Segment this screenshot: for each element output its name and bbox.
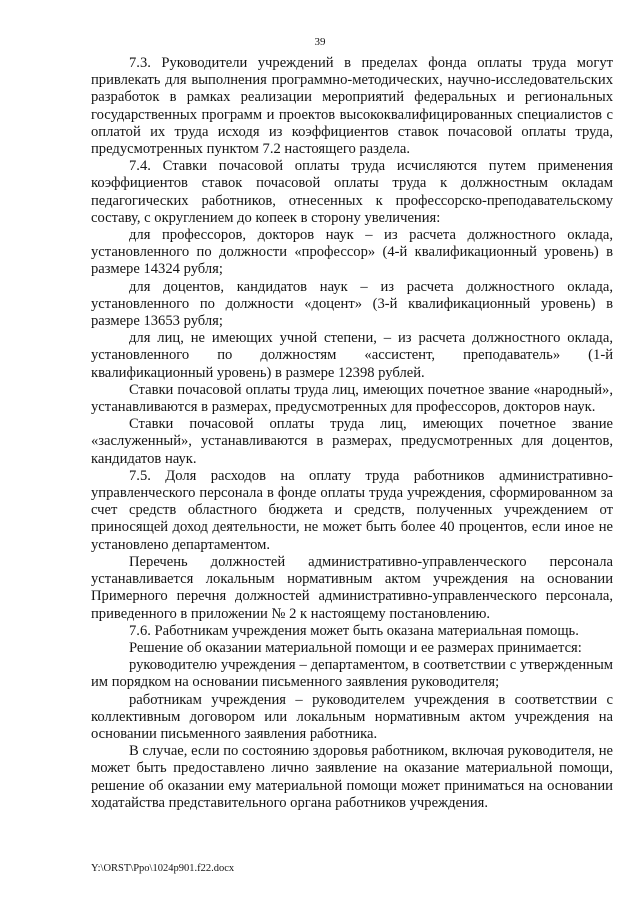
- page-number: 39: [314, 36, 326, 48]
- paragraph-no-degree: для лиц, не имеющих учной степени, – из расчета должностного оклада, установленного по должностям «ассистент, преподаватель» (1-й квалификационный уровень) в размере 12398 рублей.: [91, 330, 613, 381]
- paragraph-7-6: 7.6. Работникам учреждения может быть оказана материальная помощь.: [129, 622, 579, 639]
- paragraph-staff-list: Перечень должностей административно-управленческого персонала устанавливается локальным нормативным актом учреждения на основании Примерного перечня должностей административно-управленческого персонала, приведенного в приложении № 2 к настоящему постановлению.: [91, 553, 613, 622]
- paragraph-head: руководителю учреждения – департаментом, в соответствии с утвержденным им порядком на основании письменного заявления руководителя;: [91, 657, 613, 691]
- paragraph-professors: для профессоров, докторов наук – из расчета должностного оклада, установленного по должности «профессор» (4-й квалификационный уровень) в размере 14324 рубля;: [91, 227, 613, 278]
- paragraph-7-5: 7.5. Доля расходов на оплату труда работников административно-управленческого персонала в фонде оплаты труда учреждения, сформированном за счет средств областного бюджета и средств, полученных учреждением от приносящей доход деятельности, не может быть более 40 процентов, если иное не установлено департаментом.: [91, 467, 613, 553]
- document-body: [91, 55, 613, 812]
- paragraph-narodny: Ставки почасовой оплаты труда лиц, имеющих почетное звание «народный», устанавливаются в размерах, предусмотренных для профессоров, докторов наук.: [91, 381, 613, 416]
- paragraph-docents: для доцентов, кандидатов наук – из расчета должностного оклада, установленного по должности «доцент» (3-й квалификационный уровень) в размере 13653 рубля;: [91, 278, 613, 330]
- footer-file-path: Y:\ORST\Ppo\1024p901.f22.docx: [91, 863, 235, 874]
- paragraph-zasluzhenny: Ставки почасовой оплаты труда лиц, имеющих почетное звание «заслуженный», устанавливаются в размерах, предусмотренных для доцентов, кандидатов наук.: [91, 416, 613, 467]
- paragraph-workers: работникам учреждения – руководителем учреждения в соответствии с коллективным договором или локальным нормативным актом учреждения на основании письменного заявления работника.: [91, 691, 613, 742]
- paragraph-health-case: В случае, если по состоянию здоровья работником, включая руководителя, не может быть предоставлено лично заявление на оказание материальной помощи, решение об оказании ему материальной помощи может приниматься на основании ходатайства представительного органа работников учреждения.: [91, 743, 613, 811]
- paragraph-7-3: 7.3. Руководители учреждений в пределах фонда оплаты труда могут привлекать для выполнения программно-методических, научно-исследовательских разработок в рамках реализации мероприятий федеральных и региональных государственных программ и проектов высококвалифицированных специалистов с оплатой их труда исходя из коэффициентов ставок почасовой оплаты труда, предусмотренных пунктом 7.2 настоящего раздела.: [91, 55, 613, 158]
- paragraph-7-4: 7.4. Ставки почасовой оплаты труда исчисляются путем применения коэффициентов ставок почасовой оплаты труда к должностным окладам педагогических работников, отнесенных к профессорско-преподавательскому составу, с округлением до копеек в сторону увеличения:: [91, 158, 613, 226]
- paragraph-decision: Решение об оказании материальной помощи и ее размерах принимается:: [129, 639, 582, 656]
